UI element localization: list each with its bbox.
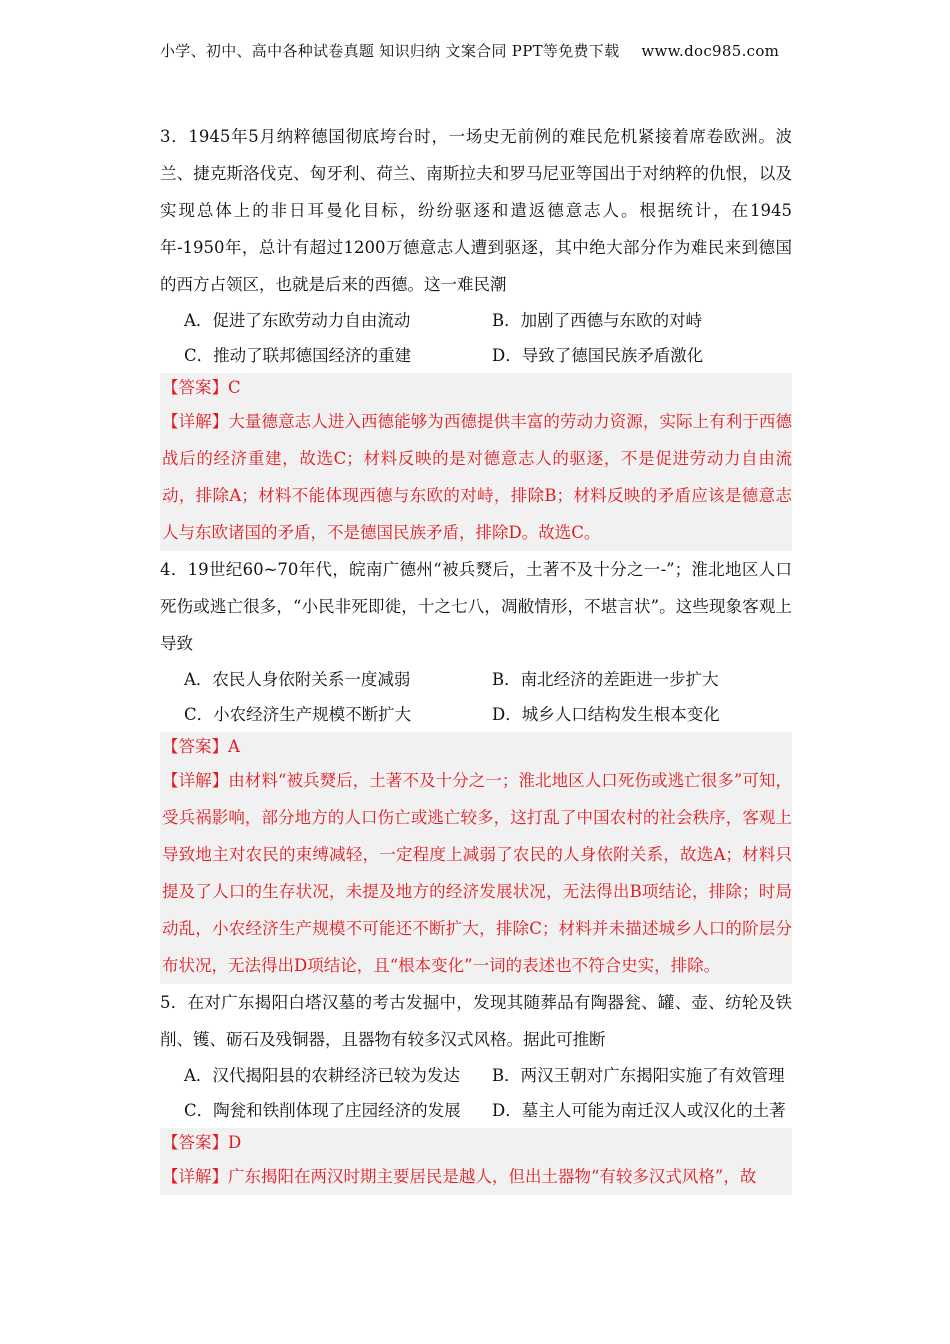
answer-line <box>160 373 792 403</box>
question-stem: 3．1945年5月纳粹德国彻底垮台时，一场史无前例的难民危机紧接着席卷欧洲。波兰、捷克斯洛伐克、匈牙利、荷兰、南斯拉夫和罗马尼亚等国出于对纳粹的仇恨，以及实现总体上的非日耳曼化目标，纷纷驱逐和遣返德意志人。根据统计，在1945年-1950年，总计有超过1200万德意志人遭到驱逐，其中绝大部分作为难民来到德国的西方占领区，也就是后来的西德。这一难民潮 <box>160 127 792 294</box>
options <box>160 303 792 373</box>
answer-block <box>160 732 792 984</box>
answer-value: C <box>228 378 241 397</box>
detail-label: 【详解】 <box>162 771 229 790</box>
detail-label: 【详解】 <box>162 1167 228 1186</box>
option-a: A．促进了东欧劳动力自由流动 <box>184 311 411 330</box>
answer-block <box>160 1128 792 1195</box>
answer-label: 【答案】 <box>162 1133 228 1152</box>
option-c: C．小农经济生产规模不断扩大 <box>184 705 412 724</box>
option-c: C．陶瓮和铁削体现了庄园经济的发展 <box>184 1101 461 1120</box>
option-a: A．农民人身依附关系一度减弱 <box>184 670 411 689</box>
detail-text <box>160 403 792 551</box>
question-stem: 5．在对广东揭阳白塔汉墓的考古发掘中，发现其随葬品有陶器瓮、罐、壶、纺轮及铁削、镬、砺石及残铜器，且器物有较多汉式风格。据此可推断 <box>160 993 792 1049</box>
answer-line <box>160 1128 792 1158</box>
question-4 <box>160 551 792 984</box>
detail-text <box>160 762 792 984</box>
detail-body: 大量德意志人进入西德能够为西德提供丰富的劳动力资源，实际上有利于西德战后的经济重建，故选C；材料反映的是对德意志人的驱逐，不是促进劳动力自由流动，排除A；材料不能体现西德与东欧的对峙，排除B；材料反映的矛盾应该是德意志人与东欧诸国的矛盾，不是德国民族矛盾，排除D。故选C。 <box>162 412 793 542</box>
detail-label: 【详解】 <box>162 412 229 431</box>
detail-body: 广东揭阳在两汉时期主要居民是越人，但出土器物“有较多汉式风格”，故 <box>228 1167 757 1186</box>
option-a: A．汉代揭阳县的农耕经济已较为发达 <box>184 1066 460 1085</box>
question-5 <box>160 984 792 1195</box>
options <box>160 1058 792 1128</box>
answer-value: D <box>228 1133 242 1152</box>
question-list <box>160 118 792 1195</box>
option-d: D．城乡人口结构发生根本变化 <box>492 705 720 724</box>
answer-label: 【答案】 <box>162 378 228 397</box>
detail-text <box>160 1158 792 1195</box>
option-b: B．两汉王朝对广东揭阳实施了有效管理 <box>492 1066 785 1085</box>
answer-value: A <box>228 737 240 756</box>
question-stem: 4．19世纪60~70年代，皖南广德州“被兵燹后，土著不及十分之一-”；淮北地区人口死伤或逃亡很多，“小民非死即徙，十之七八，凋敝情形，不堪言状”。这些现象客观上导致 <box>160 560 792 653</box>
detail-body: 由材料“被兵燹后，土著不及十分之一；淮北地区人口死伤或逃亡很多”可知，受兵祸影响，部分地方的人口伤亡或逃亡较多，这打乱了中国农村的社会秩序，客观上导致地主对农民的束缚减轻，一定程度上减弱了农民的人身依附关系，故选A；材料只提及了人口的生存状况，未提及地方的经济发展状况，无法得出B项结论，排除；时局动乱，小农经济生产规模不可能还不断扩大，排除C；材料并未描述城乡人口的阶层分布状况，无法得出D项结论，且“根本变化”一词的表述也不符合史实，排除。 <box>162 771 793 975</box>
option-c: C．推动了联邦德国经济的重建 <box>184 346 412 365</box>
answer-block <box>160 373 792 551</box>
options <box>160 662 792 732</box>
option-b: B．南北经济的差距进一步扩大 <box>492 670 719 689</box>
option-d: D．墓主人可能为南迁汉人或汉化的土著 <box>492 1101 786 1120</box>
header-title: 小学、初中、高中各种试卷真题 知识归纳 文案合同 PPT等免费下载 <box>160 42 620 60</box>
option-b: B．加剧了西德与东欧的对峙 <box>492 311 703 330</box>
option-d: D．导致了德国民族矛盾激化 <box>492 346 704 365</box>
page-header <box>160 40 800 61</box>
question-3 <box>160 118 792 551</box>
answer-line <box>160 732 792 762</box>
answer-label: 【答案】 <box>162 737 228 756</box>
header-site: www.doc985.com <box>641 42 780 60</box>
